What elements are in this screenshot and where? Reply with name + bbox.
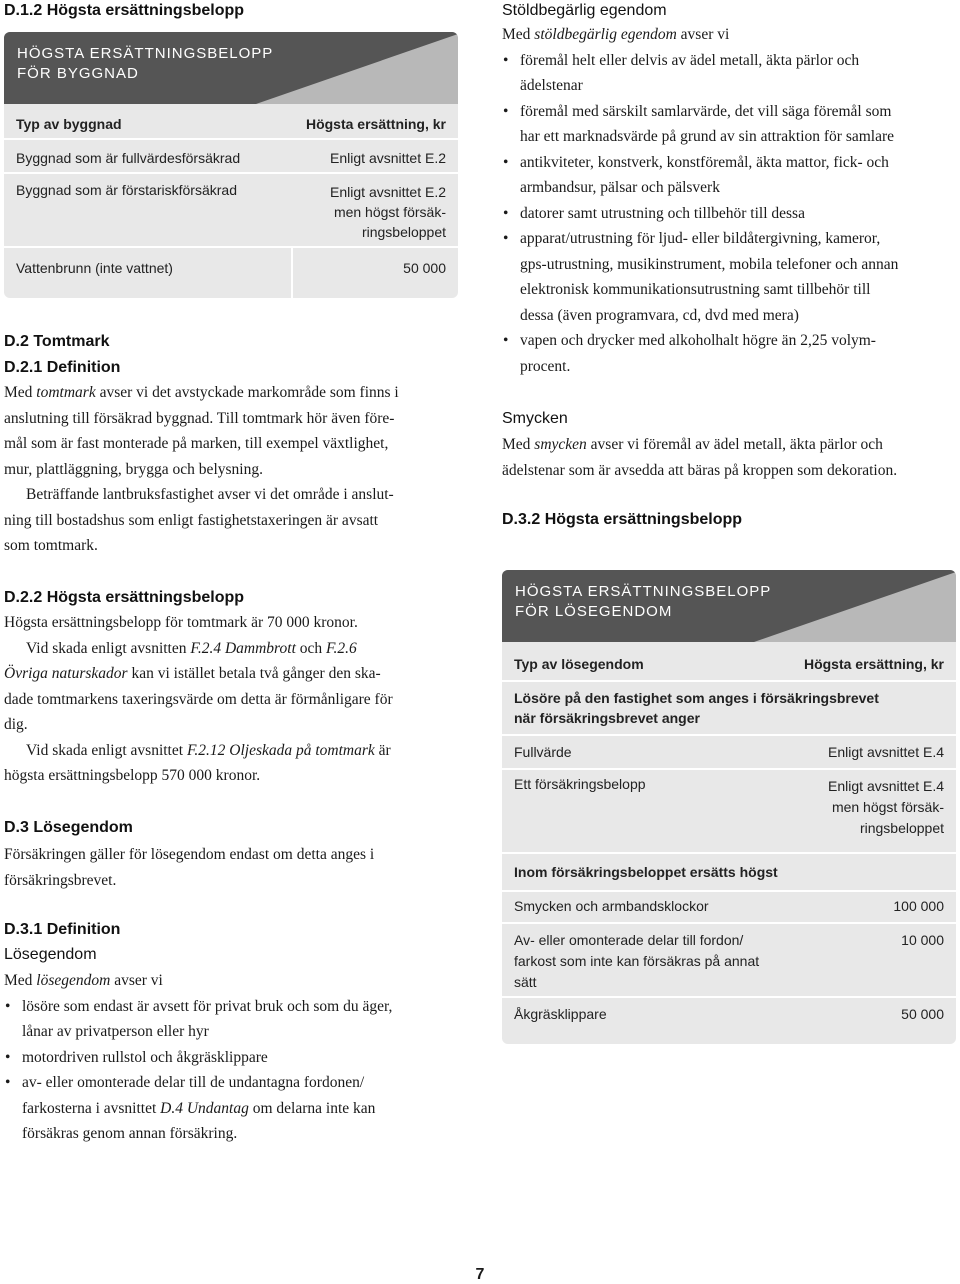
table-title <box>515 582 771 622</box>
text-span: sätt <box>514 974 537 990</box>
d3-paragraph <box>4 842 456 893</box>
stold-paragraph <box>502 22 958 379</box>
table-header-band <box>502 570 956 642</box>
text-line: Beträffande lantbruksfastighet avser vi det område i anslut- <box>26 486 394 503</box>
d31-paragraph <box>4 968 456 1147</box>
text-line: mur, plattläggning, brygga och belysning. <box>4 460 263 478</box>
section-d21-heading: D.2.1 Definition <box>4 359 121 376</box>
row-value: Enligt avsnittet E.4 <box>828 744 944 760</box>
table-header-band <box>4 32 458 104</box>
text-line <box>502 22 958 48</box>
text-line <box>4 968 456 994</box>
text-line <box>502 432 958 458</box>
text-line: Med tomtmark avser vi det avstyckade markområde som finns i <box>4 384 399 401</box>
row-label <box>514 930 759 993</box>
text-span: armbandsur, pälsar och pälsverk <box>520 179 720 196</box>
row-value <box>828 776 944 839</box>
table-title-line1: HÖGSTA ERSÄTTNINGSBELOPP <box>515 583 772 600</box>
row-value-line1: Enligt avsnittet E.4 <box>828 778 944 794</box>
row-label: Fullvärde <box>514 744 572 760</box>
smycken-paragraph <box>502 432 958 483</box>
divider <box>502 996 956 998</box>
text-span: och <box>295 639 327 657</box>
term: tomtmark <box>36 384 96 401</box>
text-line <box>4 636 456 662</box>
d22-paragraph <box>4 610 456 789</box>
text-line: mål som är fast monterade på marken, till exempel växtlighet, <box>4 435 389 452</box>
text-span: apparat/utrustning för ljud- eller bildåtergivning, kameror, <box>520 230 881 247</box>
text-span: är <box>374 741 391 759</box>
text-line: ädelstenar som är avsedda att bäras på kroppen som dekoration. <box>502 461 898 479</box>
row-value: 50 000 <box>901 1006 944 1022</box>
text-line: högsta ersättningsbelopp 570 000 kronor. <box>4 767 261 784</box>
divider <box>4 138 458 140</box>
text-line <box>4 661 456 687</box>
divider <box>502 768 956 770</box>
text-span: Av- eller omonterade delar till fordon/ <box>514 932 744 948</box>
list-item <box>4 994 456 1045</box>
row-label: Ett försäkringsbelopp <box>514 776 646 792</box>
row-value: 10 000 <box>901 932 944 948</box>
column-header-type: Typ av byggnad <box>16 116 122 132</box>
section-d3-heading: D.3 Lösegendom <box>4 819 133 836</box>
text-span: av- eller omonterade delar till de undantagna fordonen/ <box>22 1074 365 1091</box>
term: lösegendom <box>36 972 111 989</box>
text-line: som tomtmark. <box>4 537 98 554</box>
text-line: dade tomtmarkens taxeringsvärde om detta är förmånligare för <box>4 690 393 708</box>
term: stöldbegärlig egendom <box>534 26 677 43</box>
text-span: försäkras genom annan försäkring. <box>22 1125 238 1142</box>
row-label: Smycken och armbandsklockor <box>514 898 709 914</box>
text-span: har ett marknadsvärde på grund av sin attraktion för samlare <box>520 128 895 145</box>
table-title <box>17 44 273 84</box>
cell-divider <box>291 248 293 298</box>
table-title-line2: FÖR LÖSEGENDOM <box>515 603 673 620</box>
text-span: datorer samt utrustning och tillbehör till dessa <box>520 204 805 222</box>
row-label: Byggnad som är fullvärdesförsäkrad <box>16 150 241 166</box>
section-d32-heading: D.3.2 Högsta ersättningsbelopp <box>502 511 743 528</box>
divider <box>502 852 956 854</box>
subheading-stoldbegarlig: Stöldbegärlig egendom <box>502 2 667 19</box>
reference: Övriga naturskador <box>4 665 128 682</box>
text-line: dig. <box>4 716 28 733</box>
reference: F.2.6 <box>326 639 357 657</box>
divider <box>4 246 458 248</box>
list-item <box>502 99 958 150</box>
reference: F.2.12 Oljeskada på tomtmark <box>186 741 375 759</box>
row-value-line2: men högst försäk- <box>333 204 446 220</box>
text-line: Högsta ersättningsbelopp för tomtmark är 70 000 kronor. <box>4 614 358 631</box>
row-value <box>330 182 446 242</box>
group-heading-text: Inom försäkringsbeloppet ersätts högst <box>514 864 778 880</box>
column-header-type: Typ av lösegendom <box>514 656 644 672</box>
section-d2-heading: D.2 Tomtmark <box>4 333 110 350</box>
d21-paragraph <box>4 380 456 559</box>
row-value: 100 000 <box>893 898 944 914</box>
section-d22-heading: D.2.2 Högsta ersättningsbelopp <box>4 589 245 606</box>
list-item <box>4 1045 456 1071</box>
divider <box>502 680 956 682</box>
text-line <box>4 738 456 764</box>
list-item <box>502 48 958 99</box>
subheading-smycken: Smycken <box>502 410 568 427</box>
section-d12-heading: D.1.2 Högsta ersättningsbelopp <box>4 2 245 19</box>
column-header-max: Högsta ersättning, kr <box>305 116 446 132</box>
text-line: anslutning till försäkrad byggnad. Till tomtmark hör även före- <box>4 409 395 427</box>
text-span: föremål helt eller delvis av ädel metall, äkta pärlor och <box>520 51 860 69</box>
text-line: ning till bostadshus som enligt fastighetstaxeringen är avsatt <box>4 511 379 529</box>
table-title-line1: HÖGSTA ERSÄTTNINGSBELOPP <box>17 45 274 62</box>
text-span: Med <box>502 436 535 453</box>
divider <box>502 890 956 892</box>
reference: D.4 Undantag <box>160 1099 249 1117</box>
row-label: Åkgräsklippare <box>514 1006 607 1022</box>
section-d31-heading: D.3.1 Definition <box>4 921 121 938</box>
bullet-list <box>502 48 958 380</box>
list-item <box>502 226 958 328</box>
row-value-line3: ringsbeloppet <box>859 820 944 836</box>
list-item <box>502 201 958 227</box>
text-span: Med <box>4 972 37 989</box>
text-span: om delarna inte kan <box>248 1099 376 1117</box>
max-compensation-movables-table <box>502 570 956 1044</box>
text-span: gps-utrustning, musikinstrument, mobila telefoner och annan <box>520 255 899 273</box>
text-span: avser vi det avstyckade markområde som finns i <box>95 384 399 401</box>
page-number: 7 <box>475 1266 485 1283</box>
text-span: elektronisk kommunikationsutrustning samt tillbehör till <box>520 281 871 298</box>
term: smycken <box>534 436 587 453</box>
text-span: Vid skada enligt avsnitten <box>26 639 191 657</box>
bullet-list <box>4 994 456 1147</box>
divider <box>502 922 956 924</box>
text-line: Försäkringen gäller för lösegendom endast om detta anges i <box>4 846 375 863</box>
max-compensation-building-table <box>4 32 458 298</box>
text-span: ädelstenar <box>520 77 583 94</box>
text-span: procent. <box>520 357 571 375</box>
row-value-line1: Enligt avsnittet E.2 <box>330 184 446 200</box>
text-span: lösöre som endast är avsett för privat bruk och som du äger, <box>22 997 393 1015</box>
list-item <box>502 150 958 201</box>
row-label: Vattenbrunn (inte vattnet) <box>16 260 173 276</box>
row-value-line3: ringsbeloppet <box>361 224 446 240</box>
text-span: lånar av privatperson eller hyr <box>22 1023 209 1040</box>
text-span: Med <box>502 26 535 43</box>
text-span: farkost som inte kan försäkras på annat <box>514 953 760 969</box>
row-value: 50 000 <box>403 260 446 276</box>
row-value: Enligt avsnittet E.2 <box>330 150 446 166</box>
text-span: föremål med särskilt samlarvärde, det vill säga föremål som <box>520 102 892 120</box>
text-span: vapen och drycker med alkoholhalt högre än 2,25 volym- <box>520 332 876 349</box>
text-span: motordriven rullstol och åkgräsklippare <box>22 1048 268 1066</box>
text-span: antikviteter, konstverk, konstföremål, äkta mattor, fick- och <box>520 153 889 171</box>
reference: F.2.4 Dammbrott <box>190 639 296 657</box>
list-item <box>4 1070 456 1147</box>
text-line: försäkringsbrevet. <box>4 871 117 889</box>
subheading-losegendom: Lösegendom <box>4 946 97 963</box>
row-label: Byggnad som är förstariskförsäkrad <box>16 182 237 198</box>
text-span: kan vi istället betala två gånger den ska- <box>127 665 381 682</box>
text-span: dessa (även programvara, cd, dvd med mera) <box>520 306 799 324</box>
row-value-line2: men högst försäk- <box>831 799 944 815</box>
group-heading-text <box>514 688 879 728</box>
text-span: när försäkringsbrevet anger <box>514 710 700 726</box>
text-span: avser vi <box>676 26 730 43</box>
text-span: Lösöre på den fastighet som anges i försäkringsbrevet <box>514 690 879 706</box>
table-title-line2: FÖR BYGGNAD <box>17 65 139 82</box>
text-span: avser vi <box>110 972 163 989</box>
divider <box>4 172 458 174</box>
text-span: farkosterna i avsnittet <box>22 1099 161 1117</box>
column-header-max: Högsta ersättning, kr <box>803 656 944 672</box>
text-span: Vid skada enligt avsnittet <box>26 741 187 759</box>
divider <box>502 734 956 736</box>
list-item <box>502 328 958 379</box>
text-span: avser vi föremål av ädel metall, äkta pärlor och <box>586 436 883 453</box>
